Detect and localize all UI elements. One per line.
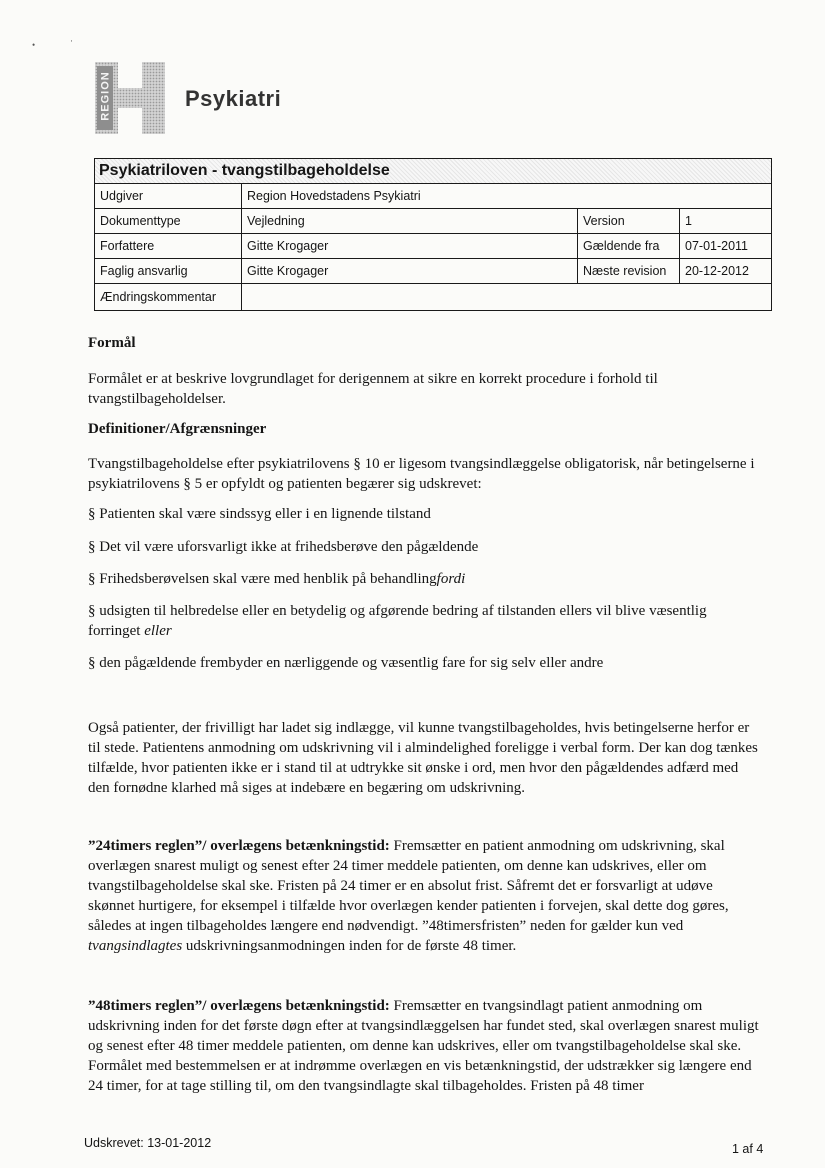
udgiver-value: Region Hovedstadens Psykiatri [242,184,772,209]
aendringskommentar-label: Ændringskommentar [95,284,242,311]
scan-mark: · [70,36,73,46]
version-value: 1 [680,209,772,234]
regel-24-paragraph [88,836,760,956]
naeste-revision-label: Næste revision [578,259,680,284]
formaal-heading: Formål [88,335,136,351]
document-title: Psykiatriloven - tvangstilbageholdelse [95,159,771,184]
logo-name: Psykiatri [185,86,282,111]
dokumenttype-label: Dokumenttype [95,209,242,234]
definitioner-intro: Tvangstilbageholdelse efter psykiatrilovens § 10 er ligesom tvangsindlæggelse obligatorisk, når betingelserne i psykiatrilovens § 5 er opfyldt og patienten begærer sig udskrevet: [88,456,755,492]
faglig-ansvarlig-label: Faglig ansvarlig [95,259,242,284]
scan-mark: • [32,40,36,50]
paragraph-item-4 [88,601,743,641]
aendringskommentar-value [242,284,772,311]
paragraph-item-2: § Det vil være uforsvarligt ikke at frihedsberøve den pågældende [88,539,479,555]
paragraph-item-4-text: § udsigten til helbredelse eller en betydelig og afgørende bedring af tilstanden ellers vil blive væsentlig forringet [88,603,707,639]
footer-page-number: 1 af 4 [732,1142,764,1156]
gaeldende-fra-value: 07-01-2011 [680,234,772,259]
dokumenttype-value: Vejledning [242,209,578,234]
udgiver-label: Udgiver [95,184,242,209]
document-header-table [94,158,772,311]
gaeldende-fra-label: Gældende fra [578,234,680,259]
paragraph-item-3-emphasis: fordi [436,571,466,587]
frivillig-paragraph: Også patienter, der frivilligt har ladet sig indlægge, vil kunne tvangstilbageholdes, hvis betingelserne herfor er til stede. Patientens anmodning om udskrivning vil i almindelighed foreligge i verbal form. Der kan dog tænkes tilfælde, hvor patienten ikke er i stand til at udtrykke sit ønske i ord, men hvor den pågældendes adfærd med den fornødne klarhed må siges at indebære en begæring om udskrivning. [88,720,758,796]
naeste-revision-value: 20-12-2012 [680,259,772,284]
paragraph-item-5: § den pågældende frembyder en nærliggende og væsentlig fare for sig selv eller andre [88,655,604,671]
logo-vertical-text: REGION [99,71,112,121]
faglig-ansvarlig-value: Gitte Krogager [242,259,578,284]
forfattere-value: Gitte Krogager [242,234,578,259]
paragraph-item-4-emphasis: eller [144,623,172,639]
paragraph-item-3-text: § Frihedsberøvelsen skal være med henblik på behandling [88,571,437,587]
region-logo [95,62,165,134]
regel-48-text: Fremsætter en tvangsindlagt patient anmodning om udskrivning inden for det første døgn efter at tvangsindlæggelsen har fundet sted, skal overlægen snarest muligt og senest efter 48 timer meddele patienten, om denne kan udskrives, eller om tvangstilbageholdelse skal ske. Formålet med bestemmelsen er at indrømme overlægen en vis betænkningstid, der udstrækker sig længere end 24 timer, for at tage stilling til, om den tvangsindlagte skal tilbageholdes. Fristen på 48 timer [88,998,759,1094]
version-label: Version [578,209,680,234]
definitioner-heading: Definitioner/Afgrænsninger [88,421,267,437]
regel-24-emphasis: tvangsindlagtes [88,938,183,954]
forfattere-label: Forfattere [95,234,242,259]
regel-24-tail: udskrivningsanmodningen inden for de første 48 timer. [185,938,517,954]
formaal-text: Formålet er at beskrive lovgrundlaget for derigennem at sikre en korrekt procedure i forhold til tvangstilbageholdelser. [88,371,658,407]
regel-24-text: Fremsætter en patient anmodning om udskrivning, skal overlægen snarest muligt og senest efter 24 timer meddele patienten, om denne kan udskrives, eller om tvangstilbageholdelse skal ske. Fristen på 24 timer er en absolut frist. Såfremt det er forsvarligt at udøve skønnet hurtigere, for eksempel i tilfælde hvor overlægen kender patienten i forvejen, skal dette dog gøres, således at ingen tilbageholdes længere end nødvendigt. ”48timersfristen” neden for gælder kun ved [88,838,729,934]
regel-48-heading: ”48timers reglen”/ overlægens betænkningstid: [88,998,390,1014]
regel-24-heading: ”24timers reglen”/ overlægens betænkningstid: [88,838,390,854]
paragraph-item-3 [88,569,758,589]
footer-udskrevet: Udskrevet: 13-01-2012 [84,1136,212,1150]
regel-48-paragraph [88,996,760,1096]
paragraph-item-1: § Patienten skal være sindssyg eller i en lignende tilstand [88,506,431,522]
